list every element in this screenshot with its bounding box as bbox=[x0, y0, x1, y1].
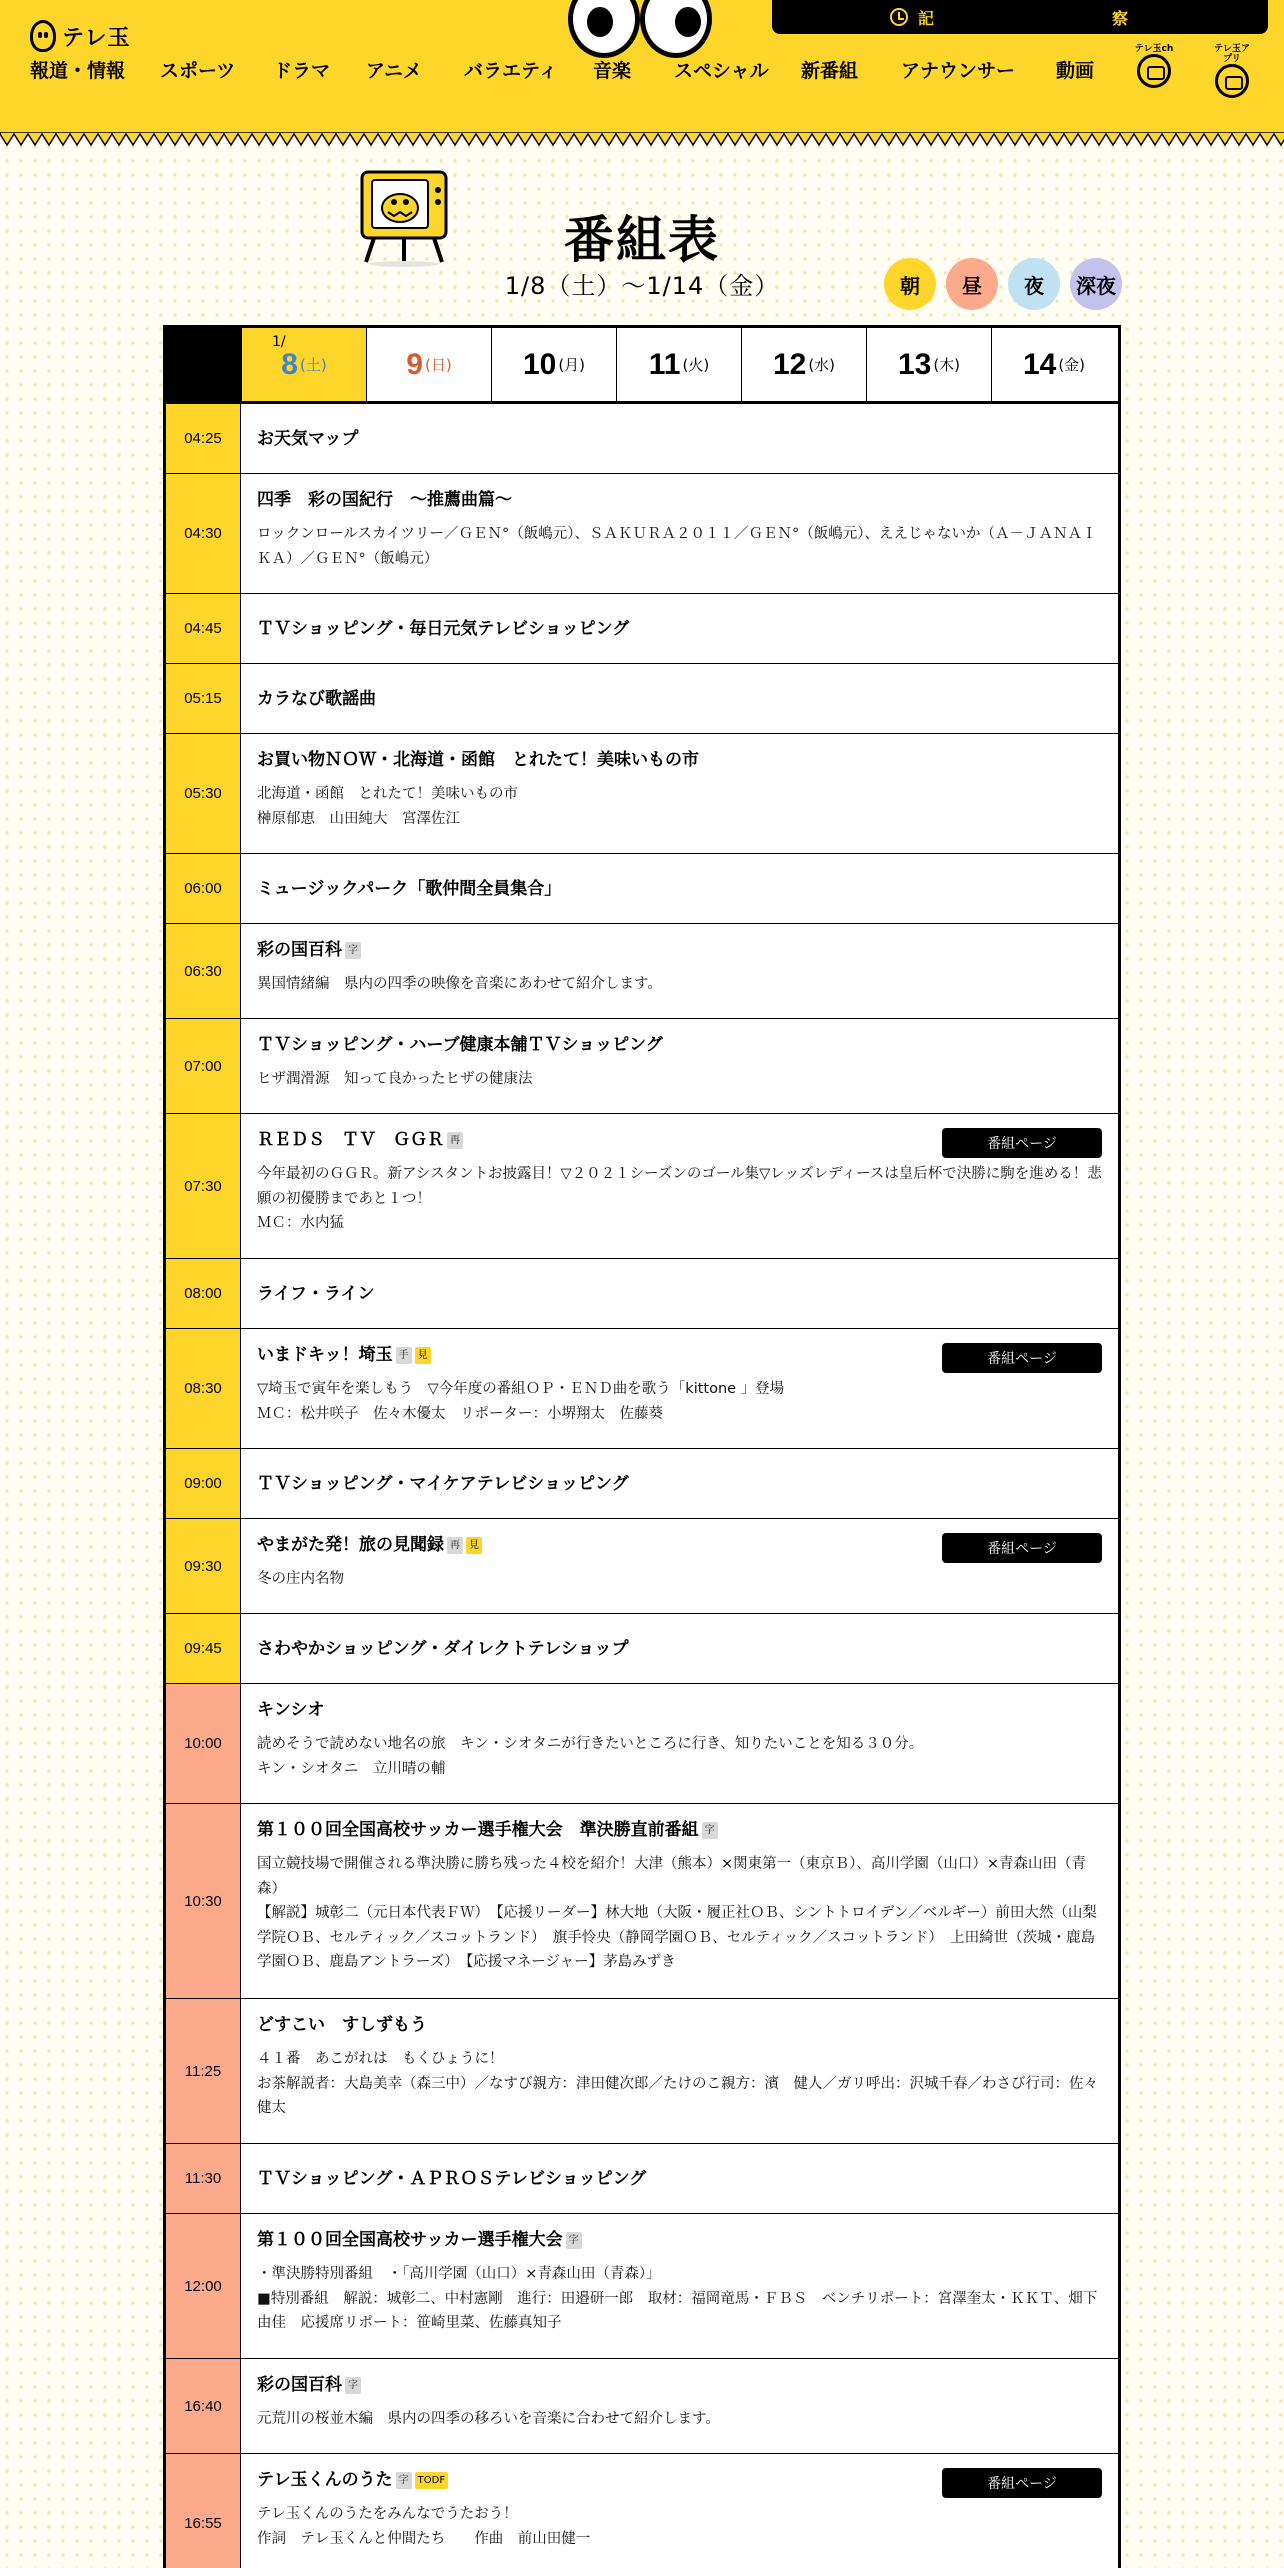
program-description-line: お茶解説者：大島美幸（森三中）／なすび親方：津田健次郎／たけのこ親方：濱 健人／ガリ呼出：沢城千春／わさび行司：佐々健太 bbox=[257, 2075, 1098, 2116]
program-description bbox=[257, 1162, 1102, 1236]
main-nav bbox=[30, 56, 1110, 80]
program-time: 06:30 bbox=[166, 924, 241, 1018]
program-cell[interactable] bbox=[241, 1804, 1118, 1998]
program-tag: 見 bbox=[466, 1537, 482, 1554]
program-title-line bbox=[257, 1698, 1102, 1722]
program-cell[interactable] bbox=[241, 2214, 1118, 2358]
program-description-line: 異国情緒編 県内の四季の映像を音楽にあわせて紹介します。 bbox=[257, 976, 662, 992]
program-cell[interactable] bbox=[241, 664, 1118, 733]
program-time: 09:30 bbox=[166, 1519, 241, 1613]
program-description bbox=[257, 522, 1102, 571]
program-row bbox=[166, 924, 1118, 1019]
program-description-line: 榊原郁恵 山田純大 宮澤佐江 bbox=[257, 810, 460, 827]
program-cell[interactable] bbox=[241, 1614, 1118, 1683]
program-page-button[interactable]: 番組ページ bbox=[942, 1343, 1102, 1373]
nav-icon-link-app[interactable] bbox=[1210, 44, 1254, 98]
program-time: 04:30 bbox=[166, 474, 241, 593]
program-title: 彩の国百科 bbox=[257, 940, 342, 960]
program-description-line: キン・シオタニ 立川晴の輔 bbox=[257, 1760, 446, 1777]
topbar-right-label[interactable]: 察 bbox=[1111, 8, 1128, 28]
site-logo[interactable] bbox=[30, 18, 140, 54]
day-tab-8[interactable] bbox=[241, 328, 366, 401]
program-list bbox=[166, 404, 1118, 2568]
day-tab-number: 11 bbox=[648, 347, 681, 381]
program-row bbox=[166, 1519, 1118, 1614]
program-tag: 再 bbox=[447, 1132, 463, 1149]
program-row bbox=[166, 2144, 1118, 2214]
program-page-button[interactable]: 番組ページ bbox=[942, 2468, 1102, 2498]
program-title: テレ玉くんのうた bbox=[257, 2470, 393, 2490]
program-description bbox=[257, 2262, 1102, 2336]
program-time: 11:30 bbox=[166, 2144, 241, 2213]
program-description bbox=[257, 1852, 1102, 1975]
program-tag: 字 bbox=[702, 1822, 718, 1839]
nav-item-anime[interactable]: アニメ bbox=[366, 60, 423, 82]
program-cell[interactable] bbox=[241, 1329, 1118, 1448]
program-row bbox=[166, 2454, 1118, 2568]
program-description bbox=[257, 972, 1102, 997]
nav-item-new-programs[interactable]: 新番組 bbox=[801, 60, 859, 82]
program-title-line bbox=[257, 748, 1102, 772]
program-title-line bbox=[257, 2167, 646, 2191]
day-tab-number: 14 bbox=[1022, 347, 1057, 381]
program-description-line: 元荒川の桜並木編 県内の四季の移ろいを音楽に合わせて紹介します。 bbox=[257, 2411, 720, 2427]
program-description bbox=[257, 2502, 1102, 2551]
program-description-line: ＭＣ：水内猛 bbox=[257, 1215, 344, 1231]
program-cell[interactable] bbox=[241, 474, 1118, 593]
program-row bbox=[166, 474, 1118, 594]
day-tab-weekday: (月) bbox=[558, 356, 586, 374]
program-time: 12:00 bbox=[166, 2214, 241, 2358]
logo-text: テレ玉 bbox=[62, 25, 131, 51]
program-tag: 字 bbox=[345, 2377, 361, 2394]
program-row bbox=[166, 2359, 1118, 2454]
program-description-line: ヒザ潤滑源 知って良かったヒザの健康法 bbox=[257, 1071, 533, 1087]
program-description-line: ・準決勝特別番組 ・「高川学園（山口）×青森山田（青森）」 bbox=[257, 2266, 661, 2282]
site-header bbox=[0, 0, 1284, 132]
program-row bbox=[166, 1449, 1118, 1519]
program-description bbox=[257, 2047, 1102, 2121]
program-description-line: 今年最初のＧＧＲ。新アシスタントお披露目！▽２０２１シーズンのゴール集▽レッズレディースは皇后杯で決勝に駒を進める！悲願の初優勝まであと１つ！ bbox=[257, 1166, 1102, 1207]
header-zigzag-border bbox=[0, 132, 1284, 148]
nav-item-special[interactable]: スペシャル bbox=[674, 60, 769, 82]
program-description bbox=[257, 782, 1102, 831]
program-title-line bbox=[257, 1282, 374, 1306]
program-row bbox=[166, 1114, 1118, 1259]
program-row bbox=[166, 1614, 1118, 1684]
program-description-line: ▽埼玉で寅年を楽しもう ▽今年度の番組ＯＰ・ＥＮＤ曲を歌う「kittone 」登場 bbox=[257, 1381, 785, 1397]
program-page-button[interactable]: 番組ページ bbox=[942, 1533, 1102, 1563]
program-title-line bbox=[257, 1472, 629, 1496]
program-row bbox=[166, 1019, 1118, 1114]
day-tab-number: 8 bbox=[281, 347, 298, 381]
program-title-line bbox=[257, 2373, 1102, 2397]
program-title: ＴＶショッピング・ハーブ健康本舗ＴＶショッピング bbox=[257, 1035, 663, 1055]
day-tab-12[interactable] bbox=[741, 328, 866, 401]
program-time: 10:30 bbox=[166, 1804, 241, 1998]
program-time: 09:45 bbox=[166, 1614, 241, 1683]
icon-link-label: テレ玉アプリ bbox=[1214, 44, 1250, 64]
time-filter-latenight[interactable]: 深夜 bbox=[1070, 258, 1122, 310]
day-tab-weekday: (火) bbox=[682, 356, 710, 374]
day-tab-number: 13 bbox=[897, 347, 932, 381]
tv-channel-icon bbox=[1137, 54, 1171, 88]
program-time: 04:45 bbox=[166, 594, 241, 663]
day-tab-weekday: (水) bbox=[808, 356, 836, 374]
program-title-line bbox=[257, 938, 1102, 962]
program-cell[interactable] bbox=[241, 1114, 1118, 1258]
program-cell[interactable] bbox=[241, 1449, 1118, 1518]
program-title-line bbox=[257, 877, 561, 901]
program-cell[interactable] bbox=[241, 1684, 1118, 1803]
day-tab-corner bbox=[166, 328, 241, 401]
program-time: 04:25 bbox=[166, 404, 241, 473]
program-title: ミュージックパーク「歌仲間全員集合」 bbox=[257, 878, 562, 899]
day-tab-weekday: (日) bbox=[424, 356, 452, 374]
day-tab-weekday: (木) bbox=[933, 356, 961, 374]
program-row bbox=[166, 404, 1118, 474]
program-description bbox=[257, 1567, 1102, 1592]
day-tab-number: 12 bbox=[772, 347, 807, 381]
program-tag: 字 bbox=[396, 2472, 412, 2489]
program-description-line: ロックンロールスカイツリー／ＧＥＮ°（飯嶋元）、ＳＡＫＵＲＡ２０１１／ＧＥＮ°（飯嶋元）、ええじゃないか（Ａ－ＪＡＮＡＩＫＡ）／ＧＥＮ°（飯嶋元） bbox=[257, 526, 1097, 567]
program-row bbox=[166, 1684, 1118, 1804]
day-tab-weekday: (金) bbox=[1058, 356, 1086, 374]
program-description-line: 国立競技場で開催される準決勝に勝ち残った４校を紹介！大津（熊本）×関東第一（東京Ｂ）、高川学園（山口）×青森山田（青森） bbox=[257, 1856, 1087, 1897]
program-title-line bbox=[257, 687, 376, 711]
program-title: カラなび歌謡曲 bbox=[257, 688, 376, 709]
day-tab-number: 9 bbox=[406, 347, 423, 381]
nav-item-sports[interactable]: スポーツ bbox=[160, 60, 236, 82]
program-tag: TODF bbox=[415, 2472, 448, 2489]
nav-item-news[interactable]: 報道・情報 bbox=[30, 60, 126, 82]
program-description-line: 【解説】城彰二（元日本代表ＦＷ） 【応援リーダー】林大地（大阪・履正社ＯＢ、シントトロイデン／ベルギー）前田大然（山梨学院ＯＢ、セルティック／スコットランド） 旗手怜央（静岡学園ＯＢ、セルティック／スコットランド） 上田綺世（茨城・鹿島学園ＯＢ、鹿島アントラーズ） 【応援マネージャー】茅島みずき bbox=[257, 1905, 1097, 1970]
program-row bbox=[166, 664, 1118, 734]
program-time: 07:30 bbox=[166, 1114, 241, 1258]
program-title-line bbox=[257, 617, 629, 641]
program-title-line bbox=[257, 1818, 1102, 1842]
program-description-line: 作詞 テレ玉くんと仲間たち 作曲 前山田健一 bbox=[257, 2530, 591, 2547]
program-description-line: ＭＣ：松井咲子 佐々木優太 リポーター：小堺翔太 佐藤葵 bbox=[257, 1405, 663, 1422]
program-title: ＴＶショッピング・毎日元気テレビショッピング bbox=[257, 618, 630, 639]
program-row bbox=[166, 854, 1118, 924]
program-title-line bbox=[257, 427, 358, 451]
program-cell[interactable] bbox=[241, 924, 1118, 1018]
page-title: 番組表 bbox=[564, 211, 720, 269]
program-time: 10:00 bbox=[166, 1684, 241, 1803]
program-title: お買い物ＮＯＷ・北海道・函館 とれたて！美味いもの市 bbox=[257, 750, 699, 770]
program-title: 彩の国百科 bbox=[257, 2375, 342, 2395]
clock-icon bbox=[890, 8, 908, 26]
day-tab-month: 1/ bbox=[272, 334, 286, 350]
program-title: いまドキッ！埼玉 bbox=[257, 1345, 393, 1365]
program-tag: 手 bbox=[396, 1347, 412, 1364]
program-title: ＴＶショッピング・ＡＰＲＯＳテレビショッピング bbox=[257, 2168, 647, 2189]
program-title-line bbox=[257, 488, 1102, 512]
program-title-line bbox=[257, 1033, 1102, 1057]
program-title-line bbox=[257, 1637, 629, 1661]
topbar-left-label[interactable]: 記 bbox=[918, 8, 935, 28]
time-filter-noon[interactable]: 昼 bbox=[946, 258, 998, 310]
day-tab-number: 10 bbox=[522, 347, 557, 381]
nav-item-music[interactable]: 音楽 bbox=[593, 60, 632, 82]
program-row bbox=[166, 594, 1118, 664]
program-description-line: テレ玉くんのうたをみんなでうたおう！ bbox=[257, 2506, 518, 2522]
program-time: 06:00 bbox=[166, 854, 241, 923]
program-cell[interactable] bbox=[241, 854, 1118, 923]
program-cell[interactable] bbox=[241, 2359, 1118, 2453]
day-tab-9[interactable] bbox=[366, 328, 491, 401]
day-tab-13[interactable] bbox=[866, 328, 991, 401]
time-filter-evening[interactable]: 夜 bbox=[1008, 258, 1060, 310]
program-description-line: ４１番 あこがれは もくひょうに！ bbox=[257, 2051, 504, 2067]
program-row bbox=[166, 1804, 1118, 1999]
day-tab-11[interactable] bbox=[616, 328, 741, 401]
schedule-table bbox=[163, 325, 1121, 2568]
program-row bbox=[166, 1999, 1118, 2144]
program-cell[interactable] bbox=[241, 404, 1118, 473]
program-time: 16:40 bbox=[166, 2359, 241, 2453]
program-time: 05:30 bbox=[166, 734, 241, 853]
program-cell[interactable] bbox=[241, 1999, 1118, 2143]
program-tag: 見 bbox=[415, 1347, 431, 1364]
program-description-line: ■特別番組 解説：城彰二、中村憲剛 進行：田邉研一郎 取材：福岡竜馬・ＦＢＳ ベンチリポート：宮澤奎太・ＫＫＴ、畑下由佳 応援席リポート：笹崎里菜、佐藤真知子 bbox=[257, 2290, 1098, 2331]
program-description-line: 読めそうで読めない地名の旅 キン・シオタニが行きたいところに行き、知りたいことを知る３０分。 bbox=[257, 1736, 924, 1752]
program-time: 11:25 bbox=[166, 1999, 241, 2143]
program-page-button[interactable]: 番組ページ bbox=[942, 1128, 1102, 1158]
nav-item-variety[interactable]: バラエティ bbox=[464, 60, 558, 82]
program-cell[interactable] bbox=[241, 2454, 1118, 2568]
program-title-line bbox=[257, 2228, 1102, 2252]
program-description bbox=[257, 1377, 1102, 1426]
program-row bbox=[166, 2214, 1118, 2359]
program-title: 第１００回全国高校サッカー選手権大会 準決勝直前番組 bbox=[257, 1820, 699, 1840]
program-cell[interactable] bbox=[241, 1259, 1118, 1328]
top-bar bbox=[772, 0, 1268, 34]
program-tag: 字 bbox=[566, 2232, 582, 2249]
program-title: お天気マップ bbox=[257, 428, 359, 449]
day-tab-14[interactable] bbox=[991, 328, 1116, 401]
program-title: キンシオ bbox=[257, 1700, 325, 1720]
icon-link-label: テレ玉ch bbox=[1134, 44, 1174, 54]
program-description-line: 冬の庄内名物 bbox=[257, 1571, 344, 1587]
program-time: 07:00 bbox=[166, 1019, 241, 1113]
nav-icon-link-channel[interactable] bbox=[1132, 44, 1176, 88]
program-title: 第１００回全国高校サッカー選手権大会 bbox=[257, 2230, 563, 2250]
program-description bbox=[257, 2407, 1102, 2432]
program-cell[interactable] bbox=[241, 734, 1118, 853]
date-range: 1/8（土）〜1/14（金） bbox=[504, 272, 780, 300]
program-row bbox=[166, 1259, 1118, 1329]
program-title: ライフ・ライン bbox=[257, 1283, 375, 1304]
app-icon bbox=[1215, 64, 1249, 98]
time-filter-morning[interactable]: 朝 bbox=[884, 258, 936, 310]
program-title: どすこい すしずもう bbox=[257, 2015, 427, 2035]
program-cell[interactable] bbox=[241, 1019, 1118, 1113]
program-description bbox=[257, 1732, 1102, 1781]
nav-item-drama[interactable]: ドラマ bbox=[273, 60, 331, 82]
day-tab-weekday: (土) bbox=[299, 356, 327, 374]
program-row bbox=[166, 1329, 1118, 1449]
program-time: 16:55 bbox=[166, 2454, 241, 2568]
nav-item-announcers[interactable]: アナウンサー bbox=[901, 60, 1016, 82]
program-description-line: 北海道・函館 とれたて！美味いもの市 bbox=[257, 786, 518, 802]
program-cell[interactable] bbox=[241, 594, 1118, 663]
program-cell[interactable] bbox=[241, 1519, 1118, 1613]
program-row bbox=[166, 734, 1118, 854]
program-tag: 再 bbox=[447, 1537, 463, 1554]
program-title: ＲＥＤＳ ＴＶ ＧＧＲ bbox=[257, 1130, 444, 1150]
program-description bbox=[257, 1067, 1102, 1092]
day-tabs bbox=[166, 328, 1118, 404]
program-title: ＴＶショッピング・マイケアテレビショッピング bbox=[257, 1473, 629, 1494]
program-time: 08:30 bbox=[166, 1329, 241, 1448]
program-title: さわやかショッピング・ダイレクトテレショップ bbox=[257, 1638, 629, 1659]
program-time: 09:00 bbox=[166, 1449, 241, 1518]
program-tag: 字 bbox=[345, 942, 361, 959]
day-tab-10[interactable] bbox=[491, 328, 616, 401]
program-title: やまがた発！旅の見聞録 bbox=[257, 1535, 444, 1555]
mascot-logo-icon bbox=[30, 20, 56, 52]
nav-item-video[interactable]: 動画 bbox=[1056, 60, 1095, 82]
program-time: 05:15 bbox=[166, 664, 241, 733]
program-time: 08:00 bbox=[166, 1259, 241, 1328]
program-cell[interactable] bbox=[241, 2144, 1118, 2213]
program-title-line bbox=[257, 2013, 1102, 2037]
mascot-eyes-icon bbox=[568, 0, 720, 60]
program-title: 四季 彩の国紀行 〜推薦曲篇〜 bbox=[257, 490, 512, 510]
